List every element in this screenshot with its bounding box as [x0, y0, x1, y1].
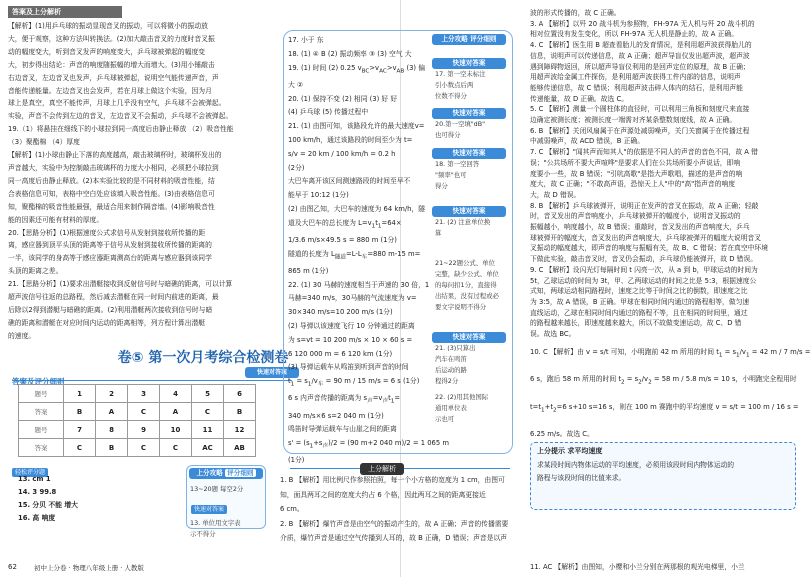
text-line: 后除以2得到潜艇与暗礁的距离。(2)利用潜艇两次接收到信号时与暗 — [8, 305, 213, 314]
text-line: 能够传递信息，故 C 错误；利用超声波击碎人体内的结石，是利用声能 — [530, 83, 743, 92]
table-cell: 答案 — [19, 403, 64, 421]
text-line: 4. C 【解析】医生用 B 超查看胎儿的发育情况，是利用超声波获得胎儿的 — [530, 41, 752, 50]
text-line: 9. C 【解析】设闪光灯每隔时间 t 闪亮一次，从 a 到 b，甲球运动的时间为 — [530, 265, 758, 274]
table-cell: AC — [192, 439, 224, 457]
tip-side-line: 后运动的路 — [435, 366, 467, 374]
text-line: 18. (1) ④ B (2) 振动频率 ③ (3) 空气 大 — [288, 49, 412, 58]
score-box-head: 上分攻略 评分细则 — [189, 468, 263, 479]
tip-side-line: 21. (3)只算出 — [435, 344, 476, 352]
tip-side-box — [432, 148, 506, 192]
table-cell: 12 — [224, 421, 256, 439]
text-line: 21.【思路分析】(1)要求出潜艇接收到反射信号时与暗礁的距离，可以计算 — [8, 280, 233, 289]
text-line: 信息，说明声可以传递信息，故 A 正确；超声导盲仪发出超声波，超声波 — [530, 51, 750, 60]
tip-side-line: 位数不得分 — [435, 92, 467, 100]
table-cell: 11 — [192, 421, 224, 439]
text-line: (2) 由图乙知，大巴车的速度为 64 km/h，隧 — [288, 204, 426, 213]
tip-side-line: 出结果，没有过程或必 — [435, 292, 499, 300]
table-cell: 答案 — [19, 439, 64, 457]
text-line: 同一高度后由静止释放。(2)本实验比较的是不同材料的吸音性能，结 — [8, 176, 215, 185]
tip-side-line: 完整，缺少公式、单位 — [435, 270, 499, 278]
tip-side-head: 快速对答案 — [432, 58, 506, 69]
left-column-text — [8, 20, 234, 343]
text-line: 1/3.6 m/s×49.5 s = 880 m (1分) — [288, 235, 397, 244]
text-line: 6 120 000 m = 6 120 km (1分) — [288, 349, 393, 358]
tip-side-line: 的每问扣1分，直接得 — [435, 281, 497, 289]
tip-side-box — [432, 58, 506, 102]
tip-side-line: 通用单位表 — [435, 404, 467, 412]
text-line: 6 s，跑后 58 m 所用的时间 $t_2 = s_2/v_2 = 58$ m / 5.8 m/s = 10 s，小明跑完全程用时 — [530, 375, 797, 386]
tip-side-line: 得分 — [435, 182, 448, 190]
tip-side-box — [432, 34, 506, 45]
text-line: 1. B 【解析】用比例尺作参照拍照，每一个小方格的宽度为 1 cm，由图可 — [280, 476, 505, 484]
text-line: 【解析】(1)小球由静止下落的高度越高，敲击玻璃杯时，玻璃杯发出的 — [8, 151, 222, 160]
text-line: 8. B 【解析】乒乓球被弹开，说明正在发声的音叉在振动，故 A 正确；轻敲 — [530, 201, 759, 210]
table-cell: C — [128, 439, 160, 457]
q11-text: 11. AC 【解析】由图知，小樱和小兰分别在两那根的观光电梯里，小兰 — [530, 563, 745, 571]
text-line: 6.25 m/s。故选 C。 — [530, 430, 594, 439]
table-cell: 题号 — [19, 385, 64, 403]
text-line: 度要小一些，故 B 错误；"引吭高歌"是指大声歌唱，描述的是声音的响 — [530, 169, 743, 178]
table-cell: B — [224, 403, 256, 421]
table-cell: B — [96, 439, 128, 457]
tip-side-line: 18. 第一空回答 — [435, 160, 480, 168]
text-line: 一半，该同学的身高等于感应器距离测高台的距离与感应器到该同学 — [8, 254, 212, 263]
table-cell: A — [96, 403, 128, 421]
table-cell: C — [160, 439, 192, 457]
text-line: 6. B 【解析】关闭风扇属于在声源处减弱噪声，关门关窗属于在传播过程 — [530, 126, 750, 135]
text-line: (3) 导弹运载车从鸣笛到听到声音的时间 — [288, 363, 409, 372]
text-line: 6 cm。 — [280, 505, 304, 513]
table-row — [19, 439, 256, 457]
tip-side-box — [432, 206, 506, 239]
tip-side-line: 要文字说明不得分 — [435, 303, 487, 311]
header-title: 答案及上分解析 — [8, 6, 122, 18]
answer-tag: 快速对答案 — [245, 367, 299, 378]
footer-text: 初中上分卷 · 物理八年级上册 · 人教版 — [34, 564, 144, 572]
tip-side-head: 快速对答案 — [432, 148, 506, 159]
text-line: 能的因素还可能有材料的厚度。 — [8, 215, 104, 224]
analysis-header-bar — [290, 456, 510, 473]
text-line: 传递能量，故 D 正确。故选 C。 — [530, 94, 629, 103]
tip-side-box — [432, 392, 506, 425]
exam-title: 卷⑤ 第一次月考综合检测卷 — [117, 350, 289, 366]
page-number: 62 — [8, 563, 17, 571]
answer-table — [18, 384, 256, 457]
text-line: 马赫=340 m/s，30马赫的气流速度为 v= — [288, 294, 417, 303]
table-cell: C — [192, 403, 224, 421]
tip-side-head: 快速对答案 — [432, 332, 506, 343]
tip-title: 上分提示 求平均速度 — [537, 447, 603, 455]
text-line: 边确定被测长度；被测长度一端需对齐某条整数刻度线，故 A 正确。 — [530, 116, 737, 125]
text-line: 道及大巴车的总长度为 $L=v_1t_1=64\times$ — [288, 218, 402, 230]
text-line: 能早于 10:12 (1分) — [288, 191, 349, 200]
table-cell: 4 — [160, 385, 192, 403]
text-line: 22. (1) 30 马赫的速度相当于声速的 30 倍，1 — [288, 280, 430, 289]
tip-side-line: 22. (2)用其他国际 — [435, 393, 489, 401]
text-line: s/v = 20 km / 100 km/h = 0.2 h — [288, 149, 396, 158]
text-line: 介质，爆竹声音是通过空气传播到人耳的，故 B 正确，D 错误；声音是以声 — [280, 534, 508, 542]
table-cell: C — [64, 439, 96, 457]
text-line: 的路程越来越长，即速度越来越大，所以不故做变速运动，故 C、D 错 — [530, 319, 742, 328]
text-line: 17. 小于 东 — [288, 36, 324, 44]
text-line: 声音越大，实验中为控制敲击玻璃杯的力度大小相同，必须把小球拉到 — [8, 163, 219, 172]
tip-side-box — [432, 258, 506, 313]
text-line: 误。故选 BC。 — [530, 330, 576, 339]
text-line: 误；"公共场所不要大声喧哗"是要求人们在公共场所要小声说话，即响 — [530, 158, 741, 167]
tip-side-head: 快速对答案 — [432, 108, 506, 119]
text-line: 音能传递能量。左边音叉也会发声，若在月球上做这个实验，因为月 — [8, 86, 212, 95]
text-line: 19. (1) 时间 (2) 0.25 $v_{BC}>v_{AC}>v_{AB}$ (3) 偏 — [288, 63, 426, 74]
table-cell: 10 — [160, 421, 192, 439]
score-line2: 13. 单位用文字表 — [190, 519, 241, 527]
text-line: 5. C 【解析】测量一个圆柱体的直径时，可以利用三角板和刻度尺来直接 — [530, 105, 750, 114]
text-line: 隧道的长度为 $L_{隧道}=L-L_车=880$ m-15 m= — [288, 249, 421, 261]
text-line: 超声波信号往返的总路程，然后减去潜艇在同一时间内前进的距离，最 — [8, 293, 219, 302]
score-line1: 13~20题 每空2分 — [190, 485, 244, 493]
text-line: $s' = (s_1+s_声)/2 = (90$ m+2 040 m)/2 = 1 065 m — [288, 439, 449, 450]
tip-side-line: "频率"也可 — [435, 171, 467, 179]
text-line: 6 s 内声音传播的距离为 $s_声=v_声t_1=$ — [288, 394, 401, 405]
table-row — [19, 385, 256, 403]
text-line: 5t，乙球运动的时间为 3t，甲、乙两球运动的时间之比是 5:3，根据速度公 — [530, 276, 757, 285]
text-line: (2) 导弹以该速度飞行 10 分钟通过的距离 — [288, 322, 415, 331]
text-line: 式知，两球运动相同路程时，速度之比等于时间之比的倒数，即速度之比 — [530, 287, 748, 296]
tip-side-line: 20.第一空填"dB" — [435, 120, 486, 128]
text-line: 知，聚酯棉的吸音性能最强，最适合用来制作隔音墙。(4)影响吸音性 — [8, 202, 215, 211]
tip-side-line: 也可得分 — [435, 131, 461, 139]
text-line: 波的形式传播的，故 C 正确。 — [530, 9, 621, 17]
text-line: 340 m/s×6 s=2 040 m (1分) — [288, 411, 384, 420]
text-line: $t=t_1+t_2=6$ s+10 s=16 s，则在 100 m 赛跑中的平均速度 v = s/t = 100 m / 16 s = — [530, 402, 799, 414]
text-line: 7. C 【解析】"闻其声而知其人"的依据是不同人的声音的音色不同，故 A 错 — [530, 148, 758, 157]
text-line: 实验，声音不会传到左边的音叉，左边音叉不会振动，乒乓球不会被弹起。 — [8, 112, 233, 121]
table-row — [19, 421, 256, 439]
tip-side-head: 快速对答案 — [432, 206, 506, 217]
analysis-header: 上分解析 — [360, 463, 404, 475]
text-line: 大，故 D 错误。 — [530, 190, 581, 199]
text-line: 19.（1）将悬挂在细线下的小球拉到同一高度后由静止释放 （2）吸音性能 — [8, 125, 234, 134]
table-cell: 3 — [128, 385, 160, 403]
tip-side-line: 程得2分 — [435, 377, 459, 385]
score-box — [186, 465, 266, 538]
text-line: 相对位置没有发生变化，所以 FH-97A 无人机是静止的，故 A 正确。 — [530, 30, 738, 39]
text-line: 865 m (1分) — [288, 266, 329, 275]
table-cell: AB — [224, 439, 256, 457]
score-line3: 示不得分 — [190, 530, 216, 538]
tip-side-line: 21. (2) 注意单位换 — [435, 218, 491, 226]
text-line: 求某段时间内物体运动的平均速度，必须用该段时间内物体运动的 — [537, 461, 735, 469]
text-line: 下做此实验，敲击音叉时，音叉仍会振动，乒乓球仍能被弹开，故 D 错误。 — [530, 255, 758, 264]
text-line: 中减弱噪声，故 ACD 错误，B 正确。 — [530, 137, 645, 146]
tip-box — [530, 442, 796, 510]
score-tag: 快速对答案 — [191, 505, 227, 514]
fill-items — [18, 473, 78, 525]
text-line: 大 ② — [288, 80, 304, 89]
fill-item: 16. 高 响度 — [18, 514, 56, 522]
text-line: 鸣笛时导弹运载车与山崖之间的距离 — [288, 425, 397, 434]
text-line: 球上是真空，真空不能传声，月球上几乎没有空气，乒乓球不会被弹起。 — [8, 99, 226, 108]
text-line: 2. B 【解析】爆竹声音是由空气的振动产生的，故 A 正确；声音的传播需要 — [280, 519, 509, 528]
table-cell: B — [64, 403, 96, 421]
text-line: (4) 乒乓球 (5) 传播过程中 — [288, 108, 369, 117]
text-line: 20. (1) 保持不变 (2) 相同 (3) 好 好 — [288, 94, 398, 103]
analysis-text — [280, 473, 508, 546]
tip-side-line: 17. 第一空未标注 — [435, 70, 486, 78]
table-cell: A — [160, 403, 192, 421]
fill-item: 15. 分贝 不能 增大 — [18, 501, 78, 509]
fill-item: 14. 3 99.8 — [18, 488, 57, 496]
text-line: 21. (1) 由图可知，该路段允许的最大速度v= — [288, 122, 425, 131]
right-column-text — [530, 8, 768, 340]
table-cell: 1 — [64, 385, 96, 403]
table-cell: C — [128, 403, 160, 421]
text-line: 大，便于观察，这种方法叫转换法。(2)加大敲击音叉的力度时音叉振 — [8, 34, 215, 43]
table-cell: 5 — [192, 385, 224, 403]
text-line: 路程与该段时间的比值来求。 — [537, 474, 626, 482]
tip-side-line: 汽车在鸣笛 — [435, 355, 467, 363]
tip-side-box — [432, 332, 506, 387]
text-line: 直线运动，乙球在相同时间内通过的路程不等，且在相同的时间里，通过 — [530, 308, 748, 317]
table-cell: 题号 — [19, 421, 64, 439]
tip-side-line: 21~22题公式、单位 — [435, 259, 495, 267]
middle-column-text — [288, 34, 449, 468]
table-cell: 6 — [224, 385, 256, 403]
text-line: 右边音叉，左边音叉也发声，乒乓球被弹起，说明空气能传递声音，声 — [8, 73, 219, 82]
text-line: 10. C 【解析】由 v = s/t 可知，小明跑前 42 m 所用的时间 $t_1 = s_1/v_1 = 42$ m / 7 m/s = — [530, 348, 810, 359]
text-line: 为 3:5，故 A 错误，B 正确。甲球在相同时间内通过的路程相等，做匀速 — [530, 297, 750, 306]
table-cell: 2 — [96, 385, 128, 403]
tip-side-line: 示也可 — [435, 415, 455, 423]
text-line: 知，面具两耳之间的宽度大约占 6 个格，因此两耳之间的距离更接近 — [280, 490, 486, 499]
text-line: $t_1 = s_1/v_车 = 90$ m / 15 m/s = 6 s (1分) — [288, 377, 420, 388]
text-line: 3. A 【解析】以歼 20 战斗机为参照物，FH-97A 无人机与歼 20 战斗机的 — [530, 19, 755, 28]
table-cell: 8 — [96, 421, 128, 439]
text-line: 大，初步得出结论：声音的响度随振幅的增大而增大。(3)用小锤敲击 — [8, 60, 215, 69]
table-cell: 7 — [64, 421, 96, 439]
tip-side-head: 上分攻略 评分细则 — [432, 34, 506, 45]
q10-text — [530, 340, 810, 446]
fill-tag: 轻松评分题 — [12, 468, 48, 477]
fill-item: 13. cm 1 — [18, 475, 51, 483]
text-line: 离，感应器到顶平头顶的距离等于信号从发射到接收所传播的距离的 — [8, 241, 212, 250]
text-line: 动的幅度变大，听到音叉发声的响度变大，乒乓球被弹起的幅度变 — [8, 47, 206, 56]
table-row — [19, 403, 256, 421]
text-line: 合表格信息可知，表格中空白处应该填入吸音性能。(3)由表格信息可 — [8, 189, 215, 198]
text-line: 球被弹开的幅度大，音叉发出的声音响度大，乒乓球被弹开的幅度大说明音叉 — [530, 233, 762, 242]
text-line: 头顶的距离之差。 — [8, 267, 63, 276]
table-cell: 9 — [128, 421, 160, 439]
tip-side-line: 算 — [435, 229, 442, 237]
text-line: 时，音叉发出的声音响度小，乒乓球被弹开的幅度小，说明音叉振动的 — [530, 212, 741, 221]
text-line: 为 s=vt = 10 200 m/s × 10 × 60 s = — [288, 335, 413, 344]
text-line: 20.【思路分析】(1)根据速度公式求信号从发射到接收所传播的距 — [8, 228, 206, 237]
text-line: 30×340 m/s=10 200 m/s (1分) — [288, 308, 393, 317]
tip-side-line: 引小数点后两 — [435, 81, 474, 89]
text-line: 的速度。 — [8, 331, 36, 340]
text-line: (1分) — [288, 456, 305, 465]
text-line: （3）聚酯棉 （4）厚度 — [8, 138, 80, 147]
text-line: 度大，故 C 正确；"不敢高声语，恐惊天上人"中的"高"指声音的响度 — [530, 180, 736, 189]
answer-header: 答案及评分细则 — [12, 377, 65, 386]
text-line: 用超声波给金属工件探伤，是利用超声波获得工件内部的信息，说明声 — [530, 73, 741, 82]
text-line: 大巴车离开该区间测速路段的时间至早不 — [288, 177, 411, 186]
tip-text — [531, 459, 795, 485]
text-line: 叉振动的幅度越大，即声音的响度与振幅有关，故 B、C 错误；若在真空中环境 — [530, 244, 769, 253]
text-line: 100 km/h，通过该路段的时间至少为 t= — [288, 135, 413, 144]
text-line: (2分) — [288, 163, 305, 172]
tip-side-box — [432, 108, 506, 141]
text-line: 振幅越小，响度越小，故 B 错误；重敲时，音叉发出的声音响度大，乒乓 — [530, 223, 750, 232]
text-line: 遇到障碍物返回，所以超声导盲仪利用的是回声定位的原理，故 B 正确； — [530, 62, 750, 71]
text-line: 【解析】(1)用乒乓球的振动显现音叉的振动，可以将微小的振动放 — [8, 22, 208, 30]
text-line: 礁的距离和潜艇在对应时间内运动的距离相等，列方程计算出潜艇 — [8, 318, 206, 327]
